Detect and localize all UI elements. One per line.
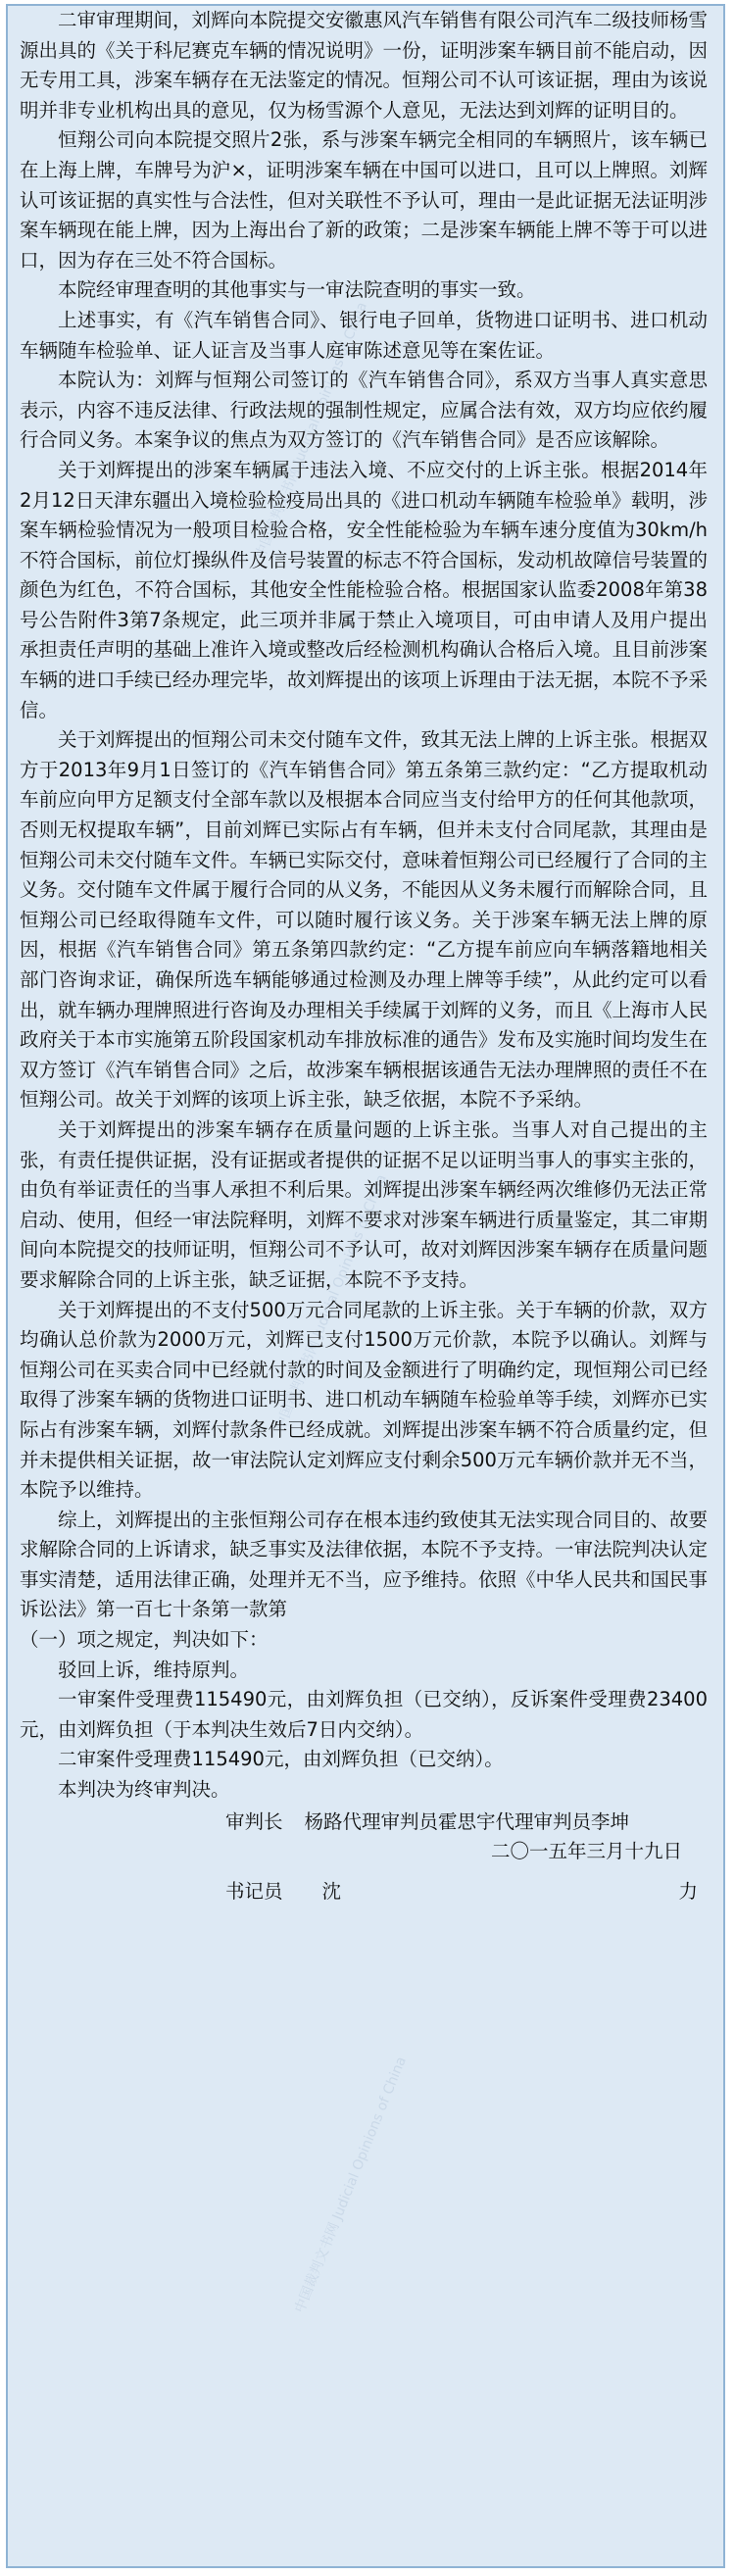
clerk-label: 书记员 <box>225 1879 283 1903</box>
watermark: 中国裁判文书网 Judicial Opinions of China <box>292 2054 410 2315</box>
ruling-item: 二审案件受理费115490元，由刘辉负担（已交纳）。 <box>58 1748 504 1771</box>
ruling-item: 本判决为终审判决。 <box>58 1778 230 1802</box>
paragraph: 上述事实，有《汽车销售合同》、银行电子回单，货物进口证明书、进口机动车辆随车检验单、证人证言及当事人庭审陈述意见等在案佐证。 <box>20 308 708 362</box>
paragraph: 关于刘辉提出的不支付500万元合同尾款的上诉主张。关于车辆的价款，双方均确认总价款为2000万元，刘辉已支付1500万元价款，本院予以确认。刘辉与恒翔公司在买卖合同中已经就付款的时间及金额进行了明确约定，现恒翔公司已经取得了涉案车辆的货物进口证明书、进口机动车辆随车检验单等手续，刘辉亦已实际占有涉案车辆，刘辉付款条件已经成就。刘辉提出涉案车辆不符合质量约定，但并未提供相关证据，故一审法院认定刘辉应支付剩余500万元车辆价款并无不当，本院予以维持。 <box>20 1298 709 1502</box>
watermark: 中国裁判文书网 Judicial Opinions of China <box>253 299 370 561</box>
judge-chief-label: 审判长 <box>225 1809 283 1833</box>
judges-line <box>20 1808 708 1838</box>
ruling-item: 驳回上诉，维持原判。 <box>58 1658 250 1681</box>
ruling-item: 一审案件受理费115490元，由刘辉负担（已交纳），反诉案件受理费23400元，由刘辉负担（于本判决生效后7日内交纳）。 <box>20 1688 708 1741</box>
judgment-body <box>8 6 723 1907</box>
clerk-name-last: 力 <box>678 1879 698 1903</box>
clerk-name-first: 沈 <box>321 1879 342 1903</box>
clerk-line <box>20 1877 708 1907</box>
judges-names: 杨路代理审判员霍思宇代理审判员李坤 <box>304 1809 630 1833</box>
judgment-date <box>20 1837 708 1867</box>
paragraph: 本院认为：刘辉与恒翔公司签订的《汽车销售合同》，系双方当事人真实意思表示，内容不违反法律、行政法规的强制性规定，应属合法有效，双方均应依约履行合同义务。本案争议的焦点为双方签订的《汽车销售合同》是否应该解除。 <box>20 369 709 452</box>
date-text: 二〇一五年三月十九日 <box>490 1840 682 1863</box>
paragraph: 恒翔公司向本院提交照片2张，系与涉案车辆完全相同的车辆照片，该车辆已在上海上牌，车牌号为沪×，证明涉案车辆在中国可以进口，且可以上牌照。刘辉认可该证据的真实性与合法性，但对关联性不予认可，理由一是此证据无法证明涉案车辆现在能上牌，因为上海出台了新的政策；二是涉案车辆能上牌不等于可以进口，因为存在三处不符合国标。 <box>20 128 709 272</box>
paragraph: 本院经审理查明的其他事实与一审法院查明的事实一致。 <box>58 278 536 302</box>
document-frame <box>6 4 725 2568</box>
judgment-intro: （一）项之规定，判决如下： <box>20 1628 269 1652</box>
paragraph: 关于刘辉提出的涉案车辆存在质量问题的上诉主张。当事人对自己提出的主张，有责任提供证据，没有证据或者提供的证据不足以证明当事人的事实主张的，由负有举证责任的当事人承担不利后果。刘辉提出涉案车辆经两次维修仍无法正常启动、使用，但经一审法院释明，刘辉不要求对涉案车辆进行质量鉴定，其二审期间向本院提交的技师证明，恒翔公司不予认可，故对刘辉因涉案车辆存在质量问题要求解除合同的上诉主张，缺乏证据，本院不予支持。 <box>20 1117 709 1291</box>
watermark: 中国裁判文书网 Judicial Opinions of China <box>272 1171 390 1433</box>
paragraph: 二审审理期间，刘辉向本院提交安徽惠风汽车销售有限公司汽车二级技师杨雪源出具的《关于科尼赛克车辆的情况说明》一份，证明涉案车辆目前不能启动，因无专用工具，涉案车辆存在无法鉴定的情况。恒翔公司不认可该证据，理由为该说明并非专业机构出具的意见，仅为杨雪源个人意见，无法达到刘辉的证明目的。 <box>20 9 709 122</box>
paragraph: 关于刘辉提出的涉案车辆属于违法入境、不应交付的上诉主张。根据2014年2月12日天津东疆出入境检验检疫局出具的《进口机动车辆随车检验单》载明，涉案车辆检验情况为一般项目检验合格，安全性能检验为车辆车速分度值为30km/h不符合国标，前位灯操纵件及信号装置的标志不符合国标，发动机故障信号装置的颜色为红色，不符合国标，其他安全性能检验合格。根据国家认监委2008年第38号公告附件3第7条规定，此三项并非属于禁止入境项目，可由申请人及用户提出承担责任声明的基础上准许入境或整改后经检测机构确认合格后入境。且目前涉案车辆的进口手续已经办理完毕，故刘辉提出的该项上诉理由于法无据，本院不予采信。 <box>20 458 709 721</box>
paragraph: 关于刘辉提出的恒翔公司未交付随车文件，致其无法上牌的上诉主张。根据双方于2013年9月1日签订的《汽车销售合同》第五条第三款约定：“乙方提取机动车前应向甲方足额支付全部车款以及根据本合同应当支付给甲方的任何其他款项，否则无权提取车辆”，目前刘辉已实际占有车辆，但并未支付合同尾款，其理由是恒翔公司未交付随车文件。车辆已实际交付，意味着恒翔公司已经履行了合同的主义务。交付随车文件属于履行合同的从义务，不能因从义务未履行而解除合同，且恒翔公司已经取得随车文件，可以随时履行该义务。关于涉案车辆无法上牌的原因，根据《汽车销售合同》第五条第四款约定：“乙方提车前应向车辆落籍地相关部门咨询求证，确保所选车辆能够通过检测及办理上牌等手续”，从此约定可以看出，就车辆办理牌照进行咨询及办理相关手续属于刘辉的义务，而且《上海市人民政府关于本市实施第五阶段国家机动车排放标准的通告》发布及实施时间均发生在双方签订《汽车销售合同》之后，故涉案车辆根据该通告无法办理牌照的责任不在恒翔公司。故关于刘辉的该项上诉主张，缺乏依据，本院不予采纳。 <box>20 728 709 1112</box>
paragraph: 综上，刘辉提出的主张恒翔公司存在根本违约致使其无法实现合同目的、故要求解除合同的上诉请求，缺乏事实及法律依据，本院不予支持。一审法院判决认定事实清楚，适用法律正确，处理并无不当，应予维持。依照《中华人民共和国民事诉讼法》第一百七十条第一款第 <box>20 1508 709 1621</box>
